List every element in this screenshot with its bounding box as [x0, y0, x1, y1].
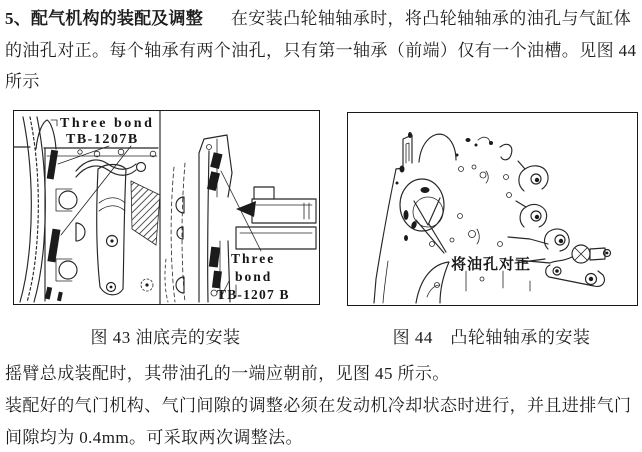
pointer-chevron: [414, 198, 440, 225]
arrow-head: [236, 201, 256, 217]
sealant-bead-mark: [212, 271, 222, 289]
oil-hole-callout: [400, 179, 446, 253]
figure43-right-view: [165, 135, 316, 302]
valve-clearance-line-1: 装配好的气门机构、气门间隙的调整必须在发动机冷却状态时进行，并且进排气门: [5, 396, 632, 415]
crosshatch-area: [131, 181, 160, 245]
figure44-frame: [347, 112, 638, 306]
leader-line: [221, 171, 261, 251]
intro-line-1: [5, 4, 631, 29]
sealant-label-bottom-line1: Three: [231, 251, 276, 266]
sealant-label-bottom-line3: TB-1207 B: [217, 287, 290, 302]
figure43-caption: 图 43 油底壳的安装: [90, 328, 241, 347]
sealant-bead-mark: [47, 150, 58, 180]
sealant-bead-mark: [47, 229, 60, 263]
figure44-drawing: [348, 113, 637, 305]
figure43-drawing: [14, 111, 319, 304]
leader-triangle: [416, 220, 446, 253]
rocker-arm-paragraph: 摇臂总成装配时，其带油孔的一端应朝前，见图 45 所示。: [5, 364, 450, 383]
sealant-label-bottom-line2: bond: [235, 269, 273, 284]
bolt-hole: [59, 191, 77, 209]
figure43-left-view: [14, 116, 160, 302]
sealant-bead-mark: [209, 247, 220, 268]
figure44-caption: 图 44 凸轮轴轴承的安装: [392, 328, 591, 347]
valve-clearance-line-2: 间隙均为 0.4mm。可采取两次调整法。: [5, 428, 303, 447]
intro-line-1-text: 在安装凸轮轴轴承时，将凸轮轴轴承的油孔与气缸体: [230, 9, 632, 28]
sealant-label-top-line2: TB-1207B: [66, 132, 139, 147]
bolt-hole: [59, 261, 77, 279]
sealant-bead-mark: [210, 152, 222, 169]
intro-line-2: 的油孔对正。每个轴承有两个油孔，只有第一轴承（前端）仅有一个油槽。见图 44: [5, 41, 637, 60]
align-oil-hole-annotation: 将油孔对正: [451, 257, 532, 273]
sealant-label-top-line1: Three bond: [60, 116, 155, 131]
figure44-block-outline: [374, 132, 512, 303]
section-heading: 5、配气机构的装配及调整: [5, 9, 203, 28]
figure43-frame: [13, 110, 320, 305]
intro-line-3: 所示: [5, 72, 40, 91]
